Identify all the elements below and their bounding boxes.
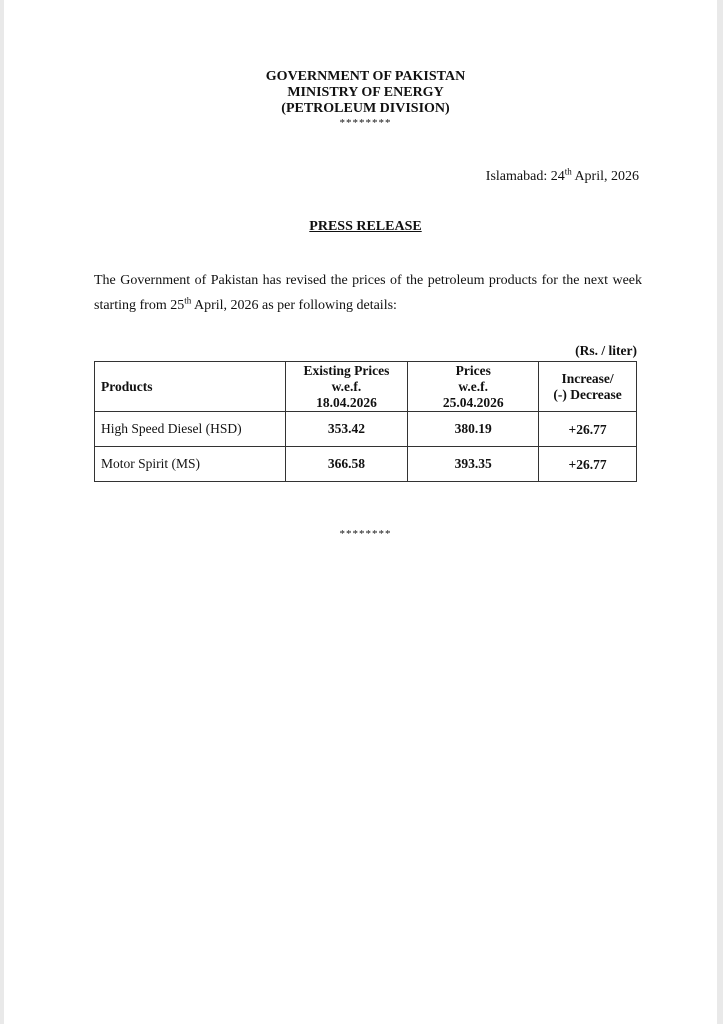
body-paragraph (94, 268, 642, 318)
dateline-suffix: April, 2026 (571, 169, 639, 184)
table-header-row (95, 362, 637, 412)
header-existing-line3: 18.04.2026 (316, 394, 377, 410)
header-existing-line2: w.e.f. (331, 378, 362, 394)
header-change-line1: Increase/ (561, 370, 614, 386)
table-row (95, 412, 637, 447)
dateline (485, 166, 639, 185)
header-new-prices (408, 362, 539, 412)
header-division: (PETROLEUM DIVISION) (281, 101, 450, 116)
header-products: Products (95, 362, 286, 412)
row-product: Motor Spirit (MS) (95, 447, 286, 482)
price-table (94, 361, 637, 482)
row-new-price: 393.35 (408, 447, 539, 482)
row-existing-price: 366.58 (285, 447, 408, 482)
paragraph-sup: th (184, 295, 192, 306)
row-change: +26.77 (539, 447, 637, 482)
document-page (4, 0, 717, 1024)
row-existing-price: 353.42 (285, 412, 408, 447)
paragraph-part2: April, 2026 as per following details: (191, 298, 397, 313)
header-ministry: MINISTRY OF ENERGY (287, 85, 444, 100)
row-new-price: 380.19 (408, 412, 539, 447)
page-title: PRESS RELEASE (309, 219, 422, 234)
footer-stars: ******** (339, 528, 392, 540)
header-change (539, 362, 637, 412)
row-product: High Speed Diesel (HSD) (95, 412, 286, 447)
header-existing-line1: Existing Prices (303, 362, 390, 378)
dateline-prefix: Islamabad: 24 (485, 169, 565, 184)
paragraph-part1: The Government of Pakistan has revised the prices of the petroleum products for the next week starting from 25 (94, 273, 642, 313)
unit-label: (Rs. / liter) (575, 343, 637, 358)
row-change: +26.77 (539, 412, 637, 447)
header-new-line1: Prices (455, 362, 491, 378)
header-new-line3: 25.04.2026 (442, 394, 504, 410)
header-existing-prices (285, 362, 408, 412)
letterhead (4, 69, 723, 129)
dateline-sup: th (564, 166, 572, 177)
header-government: GOVERNMENT OF PAKISTAN (265, 69, 466, 84)
header-stars: ******** (339, 117, 392, 129)
header-change-line2: (-) Decrease (553, 386, 622, 402)
table-row (95, 447, 637, 482)
header-new-line2: w.e.f. (458, 378, 489, 394)
